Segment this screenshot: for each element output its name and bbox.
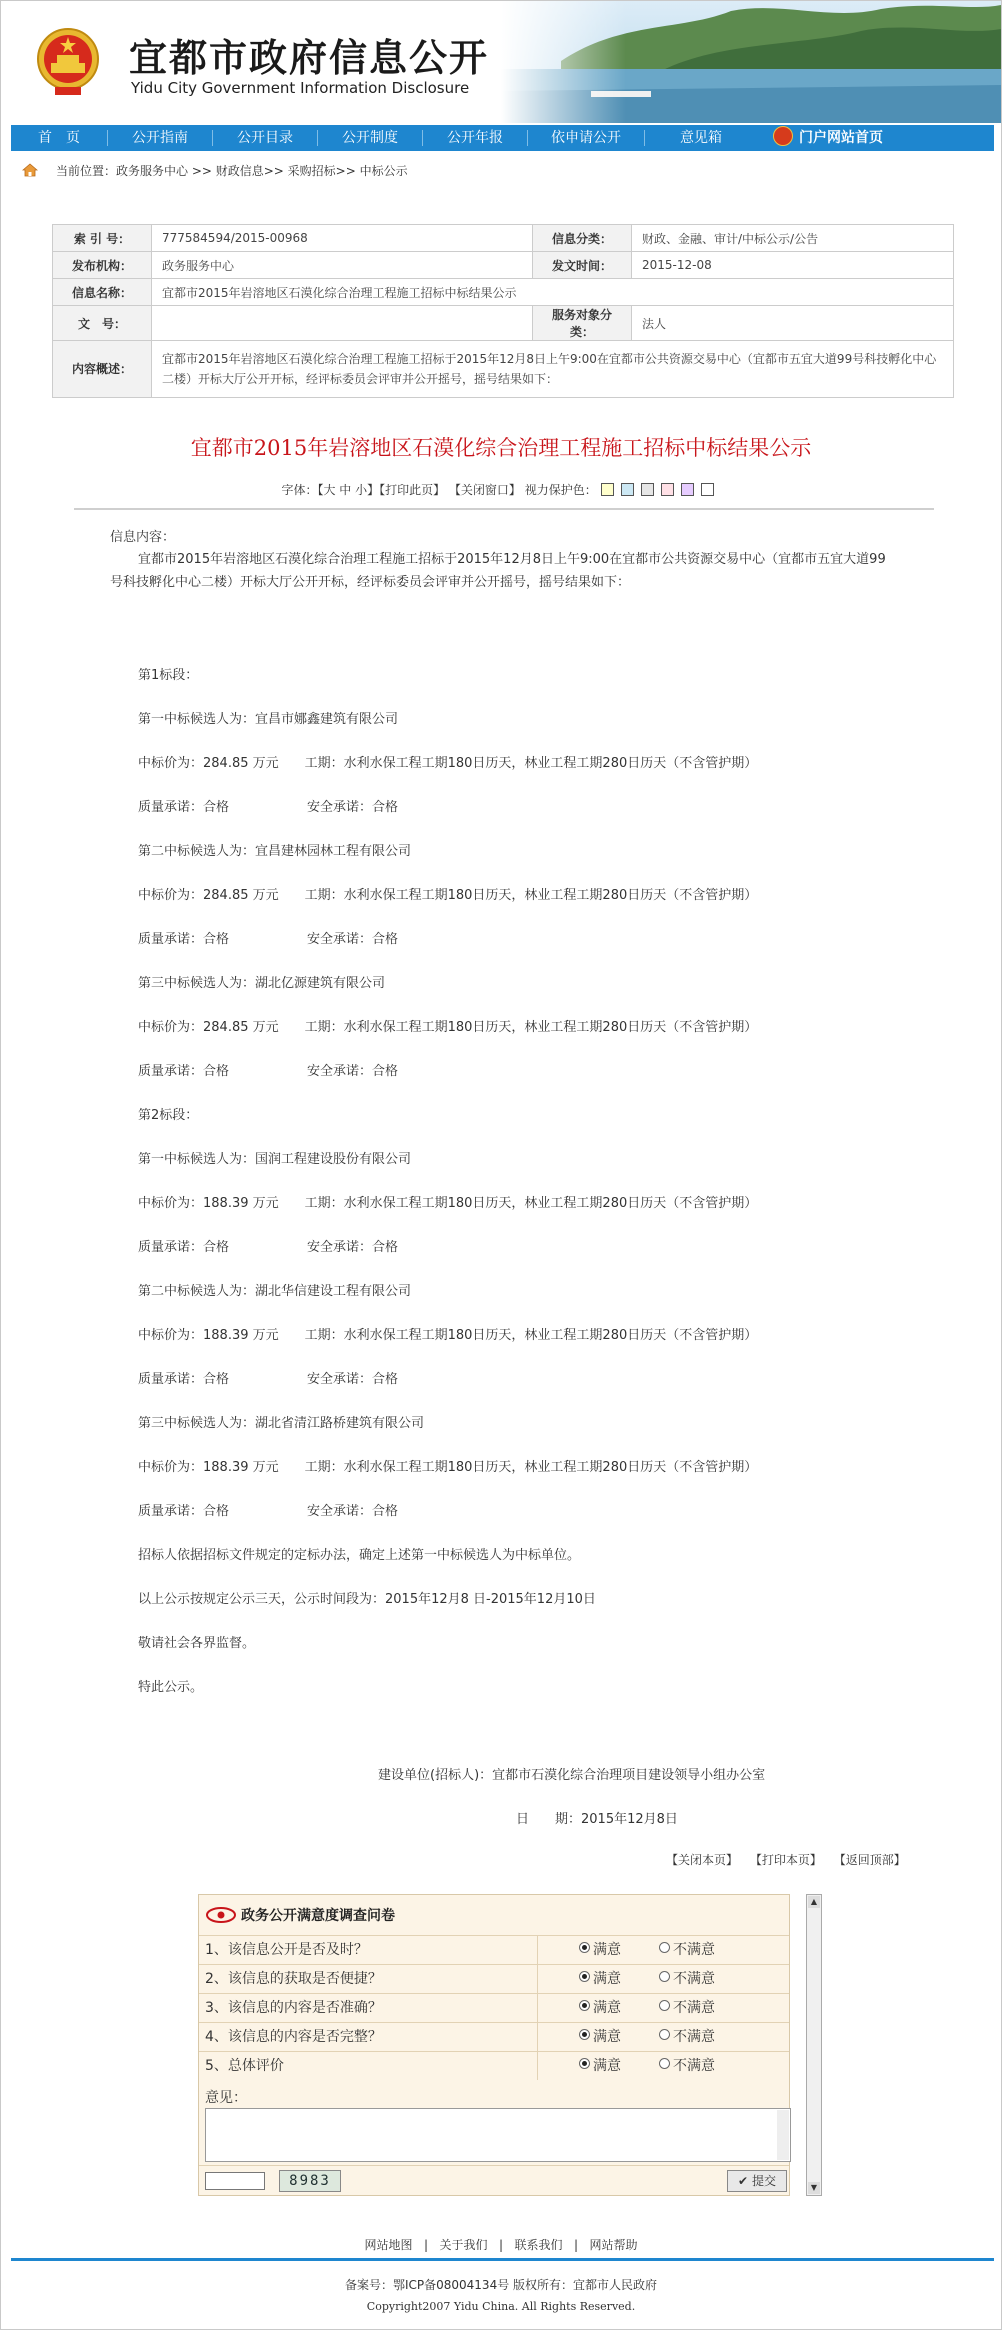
nav-system[interactable]: 公开制度	[342, 130, 398, 146]
color-swatch[interactable]	[661, 483, 674, 496]
site-subtitle: Yidu City Government Information Disclosure	[131, 79, 470, 97]
divider	[74, 508, 934, 510]
option-satisfied[interactable]	[579, 1965, 621, 1993]
option-satisfied[interactable]	[579, 1936, 621, 1964]
color-swatch[interactable]	[641, 483, 654, 496]
color-swatch[interactable]	[601, 483, 614, 496]
option-unsatisfied[interactable]	[659, 1936, 715, 1964]
option-label: 满意	[593, 2029, 621, 2045]
survey-question-row	[199, 2051, 789, 2080]
nav-catalog[interactable]: 公开目录	[237, 130, 293, 146]
close-page-link[interactable]: 【关闭本页】	[666, 1853, 739, 1867]
article-toolbar	[0, 481, 1002, 498]
option-unsatisfied[interactable]	[659, 2052, 715, 2080]
captcha-input[interactable]	[205, 2172, 265, 2190]
breadcrumb-text[interactable]: 当前位置：政务服务中心 >> 财政信息>> 采购招标>> 中标公示	[56, 164, 408, 178]
question-text: 5、总体评价	[205, 2058, 284, 2074]
footer-divider	[11, 2258, 994, 2261]
summary-label: 内容概述：	[53, 341, 152, 398]
question-text: 1、该信息公开是否及时？	[205, 1942, 368, 1958]
nav-guide[interactable]: 公开指南	[132, 130, 188, 146]
option-satisfied[interactable]	[579, 2052, 621, 2080]
row-divider	[537, 1936, 538, 1964]
article-line: 第一中标候选人为：国润工程建设股份有限公司	[138, 1152, 412, 1167]
footer-sitemap[interactable]: 网站地图	[364, 2238, 413, 2252]
row-divider	[537, 2052, 538, 2080]
option-label: 不满意	[673, 1942, 715, 1958]
radio-checked-icon[interactable]	[579, 2000, 590, 2011]
color-swatch[interactable]	[701, 483, 714, 496]
survey-question-row	[199, 2022, 789, 2051]
portal-home-link[interactable]	[773, 125, 883, 151]
article-line: 中标价为：188.39 万元 工期：水利水保工程工期180日历天，林业工程工期280日历天（不含管护期）	[138, 1196, 758, 1211]
footer-separator: |	[573, 2238, 578, 2252]
home-icon	[22, 163, 38, 177]
article-line: 质量承诺：合格 安全承诺：合格	[138, 932, 399, 947]
audience-value: 法人	[632, 306, 954, 341]
article-line: 质量承诺：合格 安全承诺：合格	[138, 800, 399, 815]
article-line: 中标价为：188.39 万元 工期：水利水保工程工期180日历天，林业工程工期280日历天（不含管护期）	[138, 1328, 758, 1343]
name-label: 信息名称：	[53, 279, 152, 306]
article-line: 中标价为：284.85 万元 工期：水利水保工程工期180日历天，林业工程工期280日历天（不含管护期）	[138, 756, 758, 771]
nav-apply[interactable]: 依申请公开	[551, 130, 621, 146]
radio-unchecked-icon[interactable]	[659, 2029, 670, 2040]
print-page-link[interactable]: 【打印本页】	[749, 1853, 822, 1867]
question-text: 3、该信息的内容是否准确？	[205, 2000, 382, 2016]
option-label: 满意	[593, 2000, 621, 2016]
survey-footer	[199, 2165, 789, 2196]
signature-date: 日 期：2015年12月8日	[516, 1812, 678, 1827]
option-unsatisfied[interactable]	[659, 1965, 715, 1993]
nav-home[interactable]: 首 页	[38, 130, 80, 146]
site-header	[1, 1, 1001, 123]
eye-icon	[205, 1906, 237, 1924]
row-divider	[537, 1994, 538, 2022]
nav-annual-report[interactable]: 公开年报	[447, 130, 503, 146]
option-label: 不满意	[673, 2000, 715, 2016]
article-line: 第二中标候选人为：湖北华信建设工程有限公司	[138, 1284, 412, 1299]
article-line: 第1标段：	[138, 668, 199, 683]
date-label: 发文时间：	[533, 252, 632, 279]
article-line: 中标价为：188.39 万元 工期：水利水保工程工期180日历天，林业工程工期280日历天（不含管护期）	[138, 1460, 758, 1475]
site-title: 宜都市政府信息公开	[129, 35, 490, 80]
option-label: 满意	[593, 1971, 621, 1987]
option-satisfied[interactable]	[579, 1994, 621, 2022]
textarea-scrollbar[interactable]	[777, 2110, 789, 2160]
radio-unchecked-icon[interactable]	[659, 2058, 670, 2069]
article-line: 中标价为：284.85 万元 工期：水利水保工程工期180日历天，林业工程工期280日历天（不含管护期）	[138, 1020, 758, 1035]
emblem-icon	[773, 126, 793, 146]
radio-checked-icon[interactable]	[579, 2029, 590, 2040]
question-text: 4、该信息的内容是否完整？	[205, 2029, 382, 2045]
opinion-label: 意见：	[205, 2090, 247, 2106]
option-unsatisfied[interactable]	[659, 2023, 715, 2051]
article-line: 第一中标候选人为：宜昌市娜鑫建筑有限公司	[138, 712, 399, 727]
survey-question-row	[199, 1993, 789, 2022]
footer-copyright: Copyright2007 Yidu China. All Rights Reserved.	[366, 2300, 636, 2313]
publisher-value: 政务服务中心	[152, 252, 533, 279]
row-divider	[537, 1965, 538, 1993]
satisfaction-survey	[198, 1894, 790, 2196]
radio-checked-icon[interactable]	[579, 2058, 590, 2069]
opinion-textarea[interactable]	[205, 2108, 791, 2162]
color-swatch[interactable]	[681, 483, 694, 496]
survey-question-row	[199, 1964, 789, 1993]
footer-about[interactable]: 关于我们	[439, 2238, 488, 2252]
article-line: 质量承诺：合格 安全承诺：合格	[138, 1372, 399, 1387]
footer-links	[0, 2236, 1002, 2253]
date-value: 2015-12-08	[632, 252, 954, 279]
footer-separator: |	[498, 2238, 504, 2252]
radio-checked-icon[interactable]	[579, 1942, 590, 1953]
article-line: 招标人依据招标文件规定的定标办法，确定上述第一中标候选人为中标单位。	[138, 1548, 581, 1563]
radio-unchecked-icon[interactable]	[659, 1942, 670, 1953]
portal-home-label: 门户网站首页	[799, 130, 883, 146]
footer-contact[interactable]: 联系我们	[514, 2238, 563, 2252]
option-label: 不满意	[673, 2058, 715, 2074]
radio-checked-icon[interactable]	[579, 1971, 590, 1982]
article-line: 以上公示按规定公示三天，公示时间段为：2015年12月8 日-2015年12月10日	[138, 1592, 596, 1607]
color-swatch[interactable]	[621, 483, 634, 496]
article-line: 敬请社会各界监督。	[138, 1636, 256, 1651]
option-unsatisfied[interactable]	[659, 1994, 715, 2022]
publisher-label: 发布机构：	[53, 252, 152, 279]
option-label: 不满意	[673, 1971, 715, 1987]
option-label: 满意	[593, 1942, 621, 1958]
captcha-image[interactable]: 8983	[279, 2170, 341, 2192]
scroll-down-arrow-icon[interactable]: ▼	[808, 2182, 820, 2194]
footer-separator: |	[424, 2238, 429, 2252]
survey-title: 政务公开满意度调查问卷	[241, 1908, 395, 1924]
index-value: 777584594/2015-00968	[152, 225, 533, 252]
national-emblem-icon	[35, 25, 101, 101]
article-line: 中标价为：284.85 万元 工期：水利水保工程工期180日历天，林业工程工期280日历天（不含管护期）	[138, 888, 758, 903]
article-line: 第三中标候选人为：湖北亿源建筑有限公司	[138, 976, 386, 991]
radio-unchecked-icon[interactable]	[659, 2000, 670, 2011]
submit-button[interactable]	[727, 2170, 787, 2192]
scroll-up-arrow-icon[interactable]: ▲	[808, 1896, 820, 1908]
eye-care-swatches	[601, 483, 721, 497]
survey-scrollbar[interactable]	[806, 1894, 822, 2196]
survey-question-row	[199, 1935, 789, 1964]
index-label: 索 引 号：	[53, 225, 152, 252]
category-label: 信息分类：	[533, 225, 632, 252]
question-text: 2、该信息的获取是否便捷？	[205, 1971, 382, 1987]
submit-icon: ✔	[738, 2174, 749, 2188]
submit-label: 提交	[751, 2174, 776, 2188]
nav-suggestion-box[interactable]: 意见箱	[680, 130, 722, 146]
article-line: 质量承诺：合格 安全承诺：合格	[138, 1504, 399, 1519]
name-value: 宜都市2015年岩溶地区石漠化综合治理工程施工招标中标结果公示	[152, 279, 954, 306]
article-line: 第三中标候选人为：湖北省清江路桥建筑有限公司	[138, 1416, 425, 1431]
meta-table	[52, 224, 954, 398]
audience-label: 服务对象分类：	[533, 306, 632, 341]
back-to-top-link[interactable]: 【返回顶部】	[833, 1853, 906, 1867]
category-value: 财政、金融、审计/中标公示/公告	[632, 225, 954, 252]
footer-help[interactable]: 网站帮助	[589, 2238, 638, 2252]
footer-record: 备案号：鄂ICP备08004134号 版权所有：宜都市人民政府	[344, 2278, 658, 2292]
article-line: 第二中标候选人为：宜昌建林园林工程有限公司	[138, 844, 412, 859]
content-label: 信息内容：	[110, 530, 176, 545]
docno-label: 文 号：	[53, 306, 152, 341]
main-nav	[11, 125, 994, 151]
row-divider	[537, 2023, 538, 2051]
docno-value	[152, 306, 533, 341]
radio-unchecked-icon[interactable]	[659, 1971, 670, 1982]
option-satisfied[interactable]	[579, 2023, 621, 2051]
article-line: 质量承诺：合格 安全承诺：合格	[138, 1064, 399, 1079]
option-label: 不满意	[673, 2029, 715, 2045]
article-line: 第2标段：	[138, 1108, 199, 1123]
article-line: 特此公示。	[138, 1680, 204, 1695]
article-intro-paragraph: 宜都市2015年岩溶地区石漠化综合治理工程施工招标于2015年12月8日上午9:00在宜都市公共资源交易中心（宜都市五宜大道99号科技孵化中心二楼）开标大厅公开开标，经评标委员会评审并公开摇号，摇号结果如下：	[110, 552, 886, 590]
article-line: 质量承诺：合格 安全承诺：合格	[138, 1240, 399, 1255]
summary-value: 宜都市2015年岩溶地区石漠化综合治理工程施工招标于2015年12月8日上午9:00在宜都市公共资源交易中心（宜都市五宜大道99号科技孵化中心二楼）开标大厅公开开标，经评标委员会评审并公开摇号，摇号结果如下：	[152, 341, 954, 398]
article-title: 宜都市2015年岩溶地区石漠化综合治理工程施工招标中标结果公示	[190, 436, 812, 460]
font-size-print-close-controls[interactable]: 字体：【大 中 小】【打印此页】 【关闭窗口】 视力保护色：	[281, 483, 597, 497]
signature-unit: 建设单位(招标人)：宜都市石漠化综合治理项目建设领导小组办公室	[378, 1768, 766, 1783]
page-actions	[658, 1851, 906, 1868]
option-label: 满意	[593, 2058, 621, 2074]
lake-scenery-banner	[501, 1, 1001, 123]
survey-header	[205, 1903, 395, 1929]
